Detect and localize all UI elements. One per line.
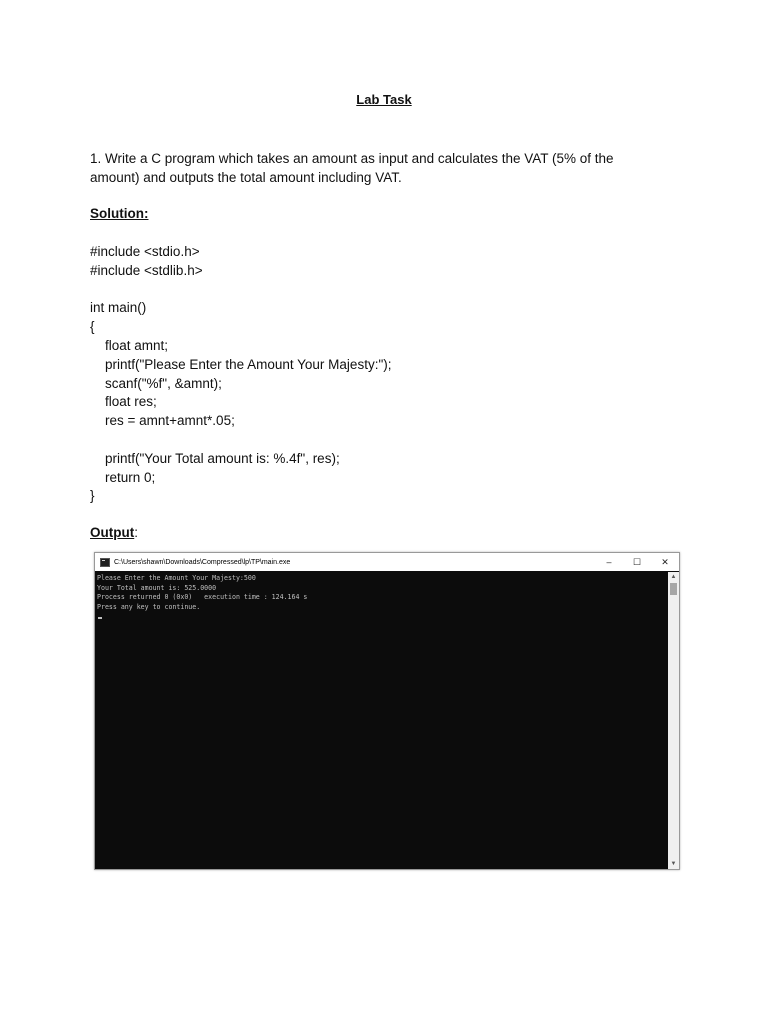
solution-heading: Solution: [90, 206, 149, 221]
scroll-down-icon[interactable]: ▼ [670, 861, 677, 867]
code-line: printf("Please Enter the Amount Your Majesty:"); [90, 356, 392, 372]
code-line [90, 281, 391, 300]
code-line: res = amnt+amnt*.05; [90, 413, 235, 429]
maximize-button[interactable]: ☐ [632, 556, 642, 567]
code-line: int main() [90, 300, 147, 316]
console-line: Press any key to continue. [97, 602, 201, 611]
code-line: #include <stdlib.h> [90, 262, 203, 278]
console-title: C:\Users\shawn\Downloads\Compressed\lp\TP\main.exe [114, 558, 291, 566]
code-line: return 0; [90, 469, 156, 485]
page-title: Lab Task [356, 92, 412, 107]
code-line: scanf("%f", &amnt); [90, 375, 222, 391]
output-heading: Output [90, 525, 135, 540]
console-titlebar[interactable] [95, 553, 679, 571]
console-window [94, 552, 680, 870]
console-line: Please Enter the Amount Your Majesty:500 [97, 574, 256, 582]
console-output [95, 572, 668, 869]
console-line: Your Total amount is: 525.0000 [97, 583, 217, 592]
code-line: printf("Your Total amount is: %.4f", res); [90, 450, 340, 466]
code-line: { [90, 319, 95, 335]
scroll-up-icon[interactable]: ▲ [670, 574, 677, 580]
close-button[interactable]: ✕ [661, 556, 669, 567]
console-line: Process returned 0 (0x0) execution time : 124.164 s [97, 593, 308, 601]
console-cursor [98, 617, 102, 619]
scroll-thumb[interactable] [670, 583, 677, 595]
output-label [90, 525, 138, 540]
minimize-button[interactable]: – [606, 557, 612, 567]
code-line: float res; [90, 394, 157, 410]
window-controls [595, 553, 679, 571]
code-line [90, 431, 391, 450]
output-colon: : [134, 525, 138, 540]
code-line: float amnt; [90, 337, 169, 353]
console-app-icon [100, 558, 110, 567]
console-scrollbar[interactable] [668, 572, 679, 869]
code-block [90, 243, 391, 506]
question-text: 1. Write a C program which takes an amount as input and calculates the VAT (5% of the amount) and outputs the total amount including VAT. [90, 151, 614, 185]
code-line: } [90, 488, 95, 504]
code-line: #include <stdio.h> [90, 244, 200, 259]
